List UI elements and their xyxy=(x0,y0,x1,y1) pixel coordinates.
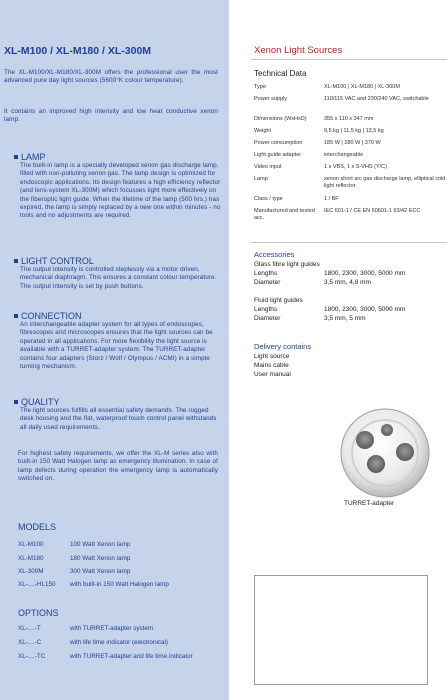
category-title: Xenon Light Sources xyxy=(254,45,343,56)
photo-caption: TURRET-adapter xyxy=(344,500,395,507)
bullet-icon xyxy=(14,155,18,159)
delivery-heading: Delivery contains xyxy=(254,342,312,351)
bullet-icon xyxy=(14,314,18,318)
tech-data-heading: Technical Data xyxy=(254,69,307,78)
bullet-icon xyxy=(14,259,18,263)
options-heading: OPTIONS xyxy=(18,608,59,618)
section-quality-text: The light sources fulfills all essential safety demands. The rugged desk housing and the flat, waterproof touch control panel withstands all daily used requirements. xyxy=(20,407,217,431)
divider xyxy=(251,59,447,60)
safety-paragraph: For highest safety requirements, we offer the XL-M series also with built-in 150 Watt Halogen lamp as emergency illumination. In case of lamp defects during operation the emergency lamp is automatically switched on. xyxy=(18,450,218,483)
left-panel: XL-M100 / XL-M180 / XL-300M The XL-M100/XL-M180/XL-300M offers the professional user the most advanced pure day light sources (5600°K colour temperature). It contains an improved high intensity and low heat conductive xenon lamp. LAMP The built-in lamp is a specially developed xenon gas discharge lamp, filled with non-polluting xenon gas. The lamp design is optimized for endoscopic applications. Its design features a high efficiency reflector (and lens-system XL-300M) which focusses light more effectively on the fiberoptic light guide. When the lifetime of the lamp (500 hrs.) has expired, the lamp is simply replaced by a new one within minutes - no tools and no adjustments are required. LIGHT CONTROL The output intensity is controlled steplessly via a motor driven, mechanical diaphragm. This ensures a constant colour temperature. The output intensity is set by push buttons. CONNECTION An interchangeable adapter system for all types of endoscopes, fibrescopes and microscopes ensures that the light sources can be operated in all applications. For more flexibility the light source is available with a TURRET-adapter system. The TURRET-adapter contains four adapters (Storz / Wolf / Olympus / ACMI) in a simple turning mechanism. QUALITY The light sources fulfills all essential safety demands. The rugged desk housing and the flat, waterproof touch control panel withstands all daily used requirements. For highest safety requirements, we offer the XL-M series also with built-in 150 Watt Halogen lamp as emergency illumination. In case of lamp defects during operation the emergency lamp is automatically switched on. MODELS XL-M100 100 Watt Xenon lamp XL-M180 180 Watt Xenon lamp XL-300M 300 Watt Xenon lamp XL-....-HL150 with built-in 150 Watt Halogen lamp OPTIONS XL-....-T with TURRET-adapter system XL-....-C with life time indicator (electronical) XL-....-TC with TURRET-adapter and life time indicator xyxy=(0,0,229,700)
fluid-heading: Fluid light guides xyxy=(254,297,303,304)
bullet-icon xyxy=(14,400,18,404)
divider xyxy=(251,242,447,243)
delivery-item: Light source xyxy=(254,353,290,360)
intro-paragraph-1: The XL-M100/XL-M180/XL-300M offers the professional user the most advanced pure day light sources (5600°K colour temperature). xyxy=(4,69,218,85)
section-light-control-heading: LIGHT CONTROL xyxy=(14,256,224,266)
section-connection-text: An interchangeable adapter system for all types of endoscopes, fibrescopes and microscopes ensures that the light sources can be operated in all applications. For more flexibility the light source is available with a TURRET-adapter system. The TURRET-adapter contains four adapters (Storz / Wolf / Olympus / ACMI) in a simple turning mechanism. xyxy=(20,321,213,371)
accessories-heading: Accessories xyxy=(254,250,295,259)
models-heading: MODELS xyxy=(18,522,57,532)
section-connection-heading: CONNECTION xyxy=(14,311,224,321)
glass-fibre-heading: Glass fibre light guides xyxy=(254,261,320,268)
empty-box xyxy=(254,575,428,685)
section-quality-heading: QUALITY xyxy=(14,397,224,407)
right-panel: Xenon Light Sources Technical Data Type XL-M100 | XL-M180 | XL-300M Power supply 110/115 VAC and 230/240 VAC, switchable Dimensions (WxHxD) 355 x 110 x 347 mm Weight 9,5 kg | 11,5 kg | 13,5 kg Power consumption 185 W | 280 W | 370 W Light guide adapter interchangeable Video input 1 x VBS, 1 x S-VHS (Y/C) Lamp xenon short arc gas discharge lamp, elliptical cold light reflector Class / type 1 / BF Manufactured and tested acc. IEC 601-1 / CE EN 60601-1 93/42 ECC Accessories Glass fibre light guides Lengths 1800, 2300, 3000, 5000 mm Diameter 3,5 mm, 4,8 mm Fluid light guides Lengths 1800, 2300, 3000, 5000 mm Diameter 3,5 mm, 5 mm Delivery contains Light source Mains cable User manual TURRET-adapter xyxy=(229,0,447,700)
product-title: XL-M100 / XL-M180 / XL-300M xyxy=(4,45,152,57)
section-light-control xyxy=(14,256,224,291)
section-quality xyxy=(14,397,224,432)
delivery-item: Mains cable xyxy=(254,362,289,369)
turret-adapter-photo xyxy=(338,399,436,503)
section-lamp-text: The built-in lamp is a specially developed xenon gas discharge lamp, filled with non-polluting xenon gas. The lamp design is optimized for endoscopic applications. Its design features a high efficiency reflector (and lens-system XL-300M) which focusses light more effectively on the fiberoptic light guide. When the lifetime of the lamp (500 hrs.) has expired, the lamp is simply replaced by a new one within minutes - no tools and no adjustments are required. xyxy=(20,162,221,220)
intro-paragraph-2: It contains an improved high intensity and low heat conductive xenon lamp. xyxy=(4,108,218,124)
section-lamp-heading: LAMP xyxy=(14,152,224,162)
section-light-control-text: The output intensity is controlled steplessly via a motor driven, mechanical diaphragm. This ensures a constant colour temperature. The output intensity is set by push buttons. xyxy=(20,266,217,290)
section-lamp xyxy=(14,152,224,221)
delivery-item: User manual xyxy=(254,371,291,378)
section-connection xyxy=(14,311,224,371)
